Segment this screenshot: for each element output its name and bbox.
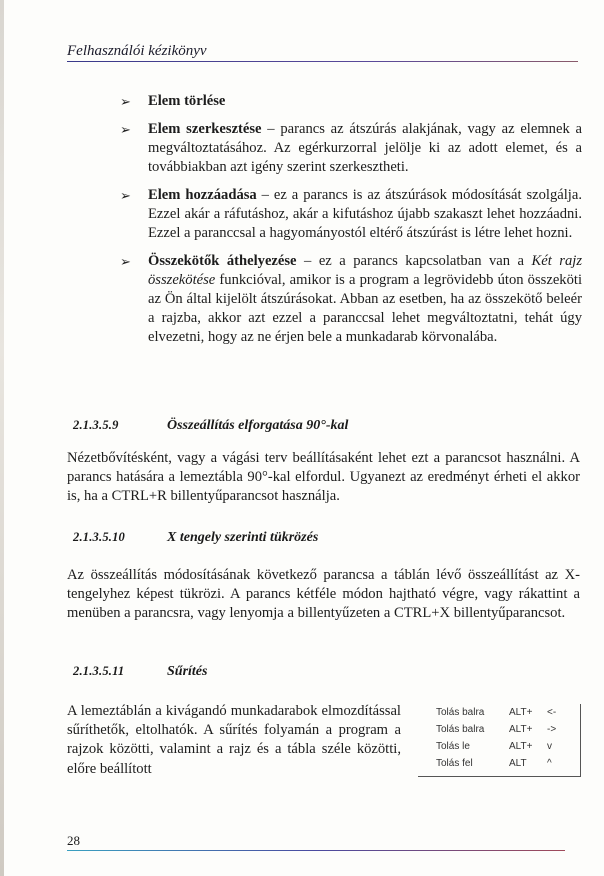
- bullet-text: – parancs az átszúrás alakjának, vagy az elemnek a megváltoztatásához. Az egérkurzorral jelölje ki az adott elemet, és a továbbiakban azt igény szerint szerkesztheti.: [148, 121, 582, 175]
- shortcut-key: ->: [547, 724, 557, 735]
- section-title: Összeállítás elforgatása 90°-kal: [167, 418, 349, 433]
- header-title: Felhasználói kézikönyv: [67, 43, 207, 59]
- section-heading-rotate: [73, 418, 348, 434]
- header-rule: [67, 61, 578, 62]
- bullet-item-elem-torlese: [120, 92, 582, 111]
- shortcut-row: [418, 755, 580, 772]
- bullet-italic-reference: Két rajz összekötése: [148, 253, 583, 288]
- shortcut-key: <-: [547, 707, 557, 718]
- bullet-title: Elem törlése: [148, 93, 226, 109]
- shortcut-table: [418, 704, 581, 777]
- section-title: X tengely szerinti tükrözés: [167, 530, 319, 545]
- bullet-text: – ez a parancs is az átszúrások módosítását szolgálja. Ezzel akár a ráfutáshoz, akár a kifutáshoz újabb szakaszt lehet hozzáadni. Ezzel a paranccsal a hagyományostól eltérő átszúrást is létre lehet hozni.: [148, 187, 582, 241]
- shortcut-action: Tolás balra: [436, 724, 485, 735]
- bullet-title: Összekötők áthelyezése: [148, 253, 297, 269]
- section-heading-mirror: [73, 530, 318, 546]
- section-body-rotate: Nézetbővítésként, vagy a vágási terv beállításaként lehet ezt a parancsot használni. A parancs hatására a lemeztábla 90°-kal elfordul. Ugyanezt az eredményt érheti el akkor is, ha a CTRL+R billentyűparancsot használja.: [67, 450, 580, 505]
- shortcut-action: Tolás le: [436, 741, 470, 752]
- page-number: 28: [67, 833, 80, 848]
- bullet-list: [120, 92, 582, 356]
- shortcut-key: ^: [547, 758, 552, 769]
- arrow-bullet-icon: ➢: [120, 94, 131, 109]
- arrow-bullet-icon: ➢: [120, 122, 131, 137]
- bullet-title: Elem szerkesztése: [148, 121, 262, 137]
- section-number: 2.1.3.5.9: [73, 418, 119, 432]
- shortcut-row: [418, 738, 580, 755]
- arrow-bullet-icon: ➢: [120, 254, 131, 269]
- section-heading-compress: [73, 664, 207, 680]
- bullet-text: – ez a parancs kapcsolatban van a: [296, 253, 532, 269]
- scan-edge: [0, 0, 4, 876]
- arrow-bullet-icon: ➢: [120, 188, 131, 203]
- shortcut-action: Tolás balra: [436, 707, 485, 718]
- shortcut-modifier: ALT+: [509, 724, 533, 735]
- page-header: [67, 42, 578, 62]
- shortcut-modifier: ALT+: [509, 741, 533, 752]
- section-number: 2.1.3.5.11: [73, 664, 125, 678]
- bullet-item-elem-hozzaadasa: [120, 186, 582, 243]
- bullet-item-elem-szerkesztese: [120, 120, 582, 177]
- shortcut-action: Tolás fel: [436, 758, 473, 769]
- section-body-compress: A lemeztáblán a kivágandó munkadarabok elmozdítással sűríthetők, eltolhatók. A sűrítés folyamán a program a rajzok közötti, valamint a rajz és a tábla széle közötti, előre beállított: [67, 703, 401, 777]
- section-number: 2.1.3.5.10: [73, 530, 125, 544]
- shortcut-modifier: ALT: [509, 758, 527, 769]
- footer-rule: [67, 850, 565, 851]
- bullet-item-osszekotok-athelyezese: [120, 252, 582, 347]
- section-title: Sűrítés: [167, 664, 208, 679]
- shortcut-modifier: ALT+: [509, 707, 533, 718]
- section-body-mirror: Az összeállítás módosításának következő parancsa a táblán lévő összeállítást az X-tengelyhez képest tükrözi. A parancs kétféle módon hajtható végre, vagy rákattint a menüben a parancsra, vagy lenyomja a billentyűzeten a CTRL+X billentyűparancsot.: [67, 567, 580, 622]
- page-footer: [67, 835, 565, 851]
- bullet-text-continued: funkcióval, amikor is a program a legrövidebb úton összeköti az Ön által kijelölt átszúrásokat. Abban az esetben, ha az összekötő beleér a rajzba, akkor azt ezzel a paranccsal lehet megváltoztatni, tehát úgy elvezetni, hogy az ne érjen bele a munkadarab körvonalába.: [148, 272, 582, 345]
- shortcut-key: v: [547, 741, 552, 752]
- shortcut-row: [418, 704, 580, 721]
- shortcut-row: [418, 721, 580, 738]
- bullet-title: Elem hozzáadása: [148, 187, 257, 203]
